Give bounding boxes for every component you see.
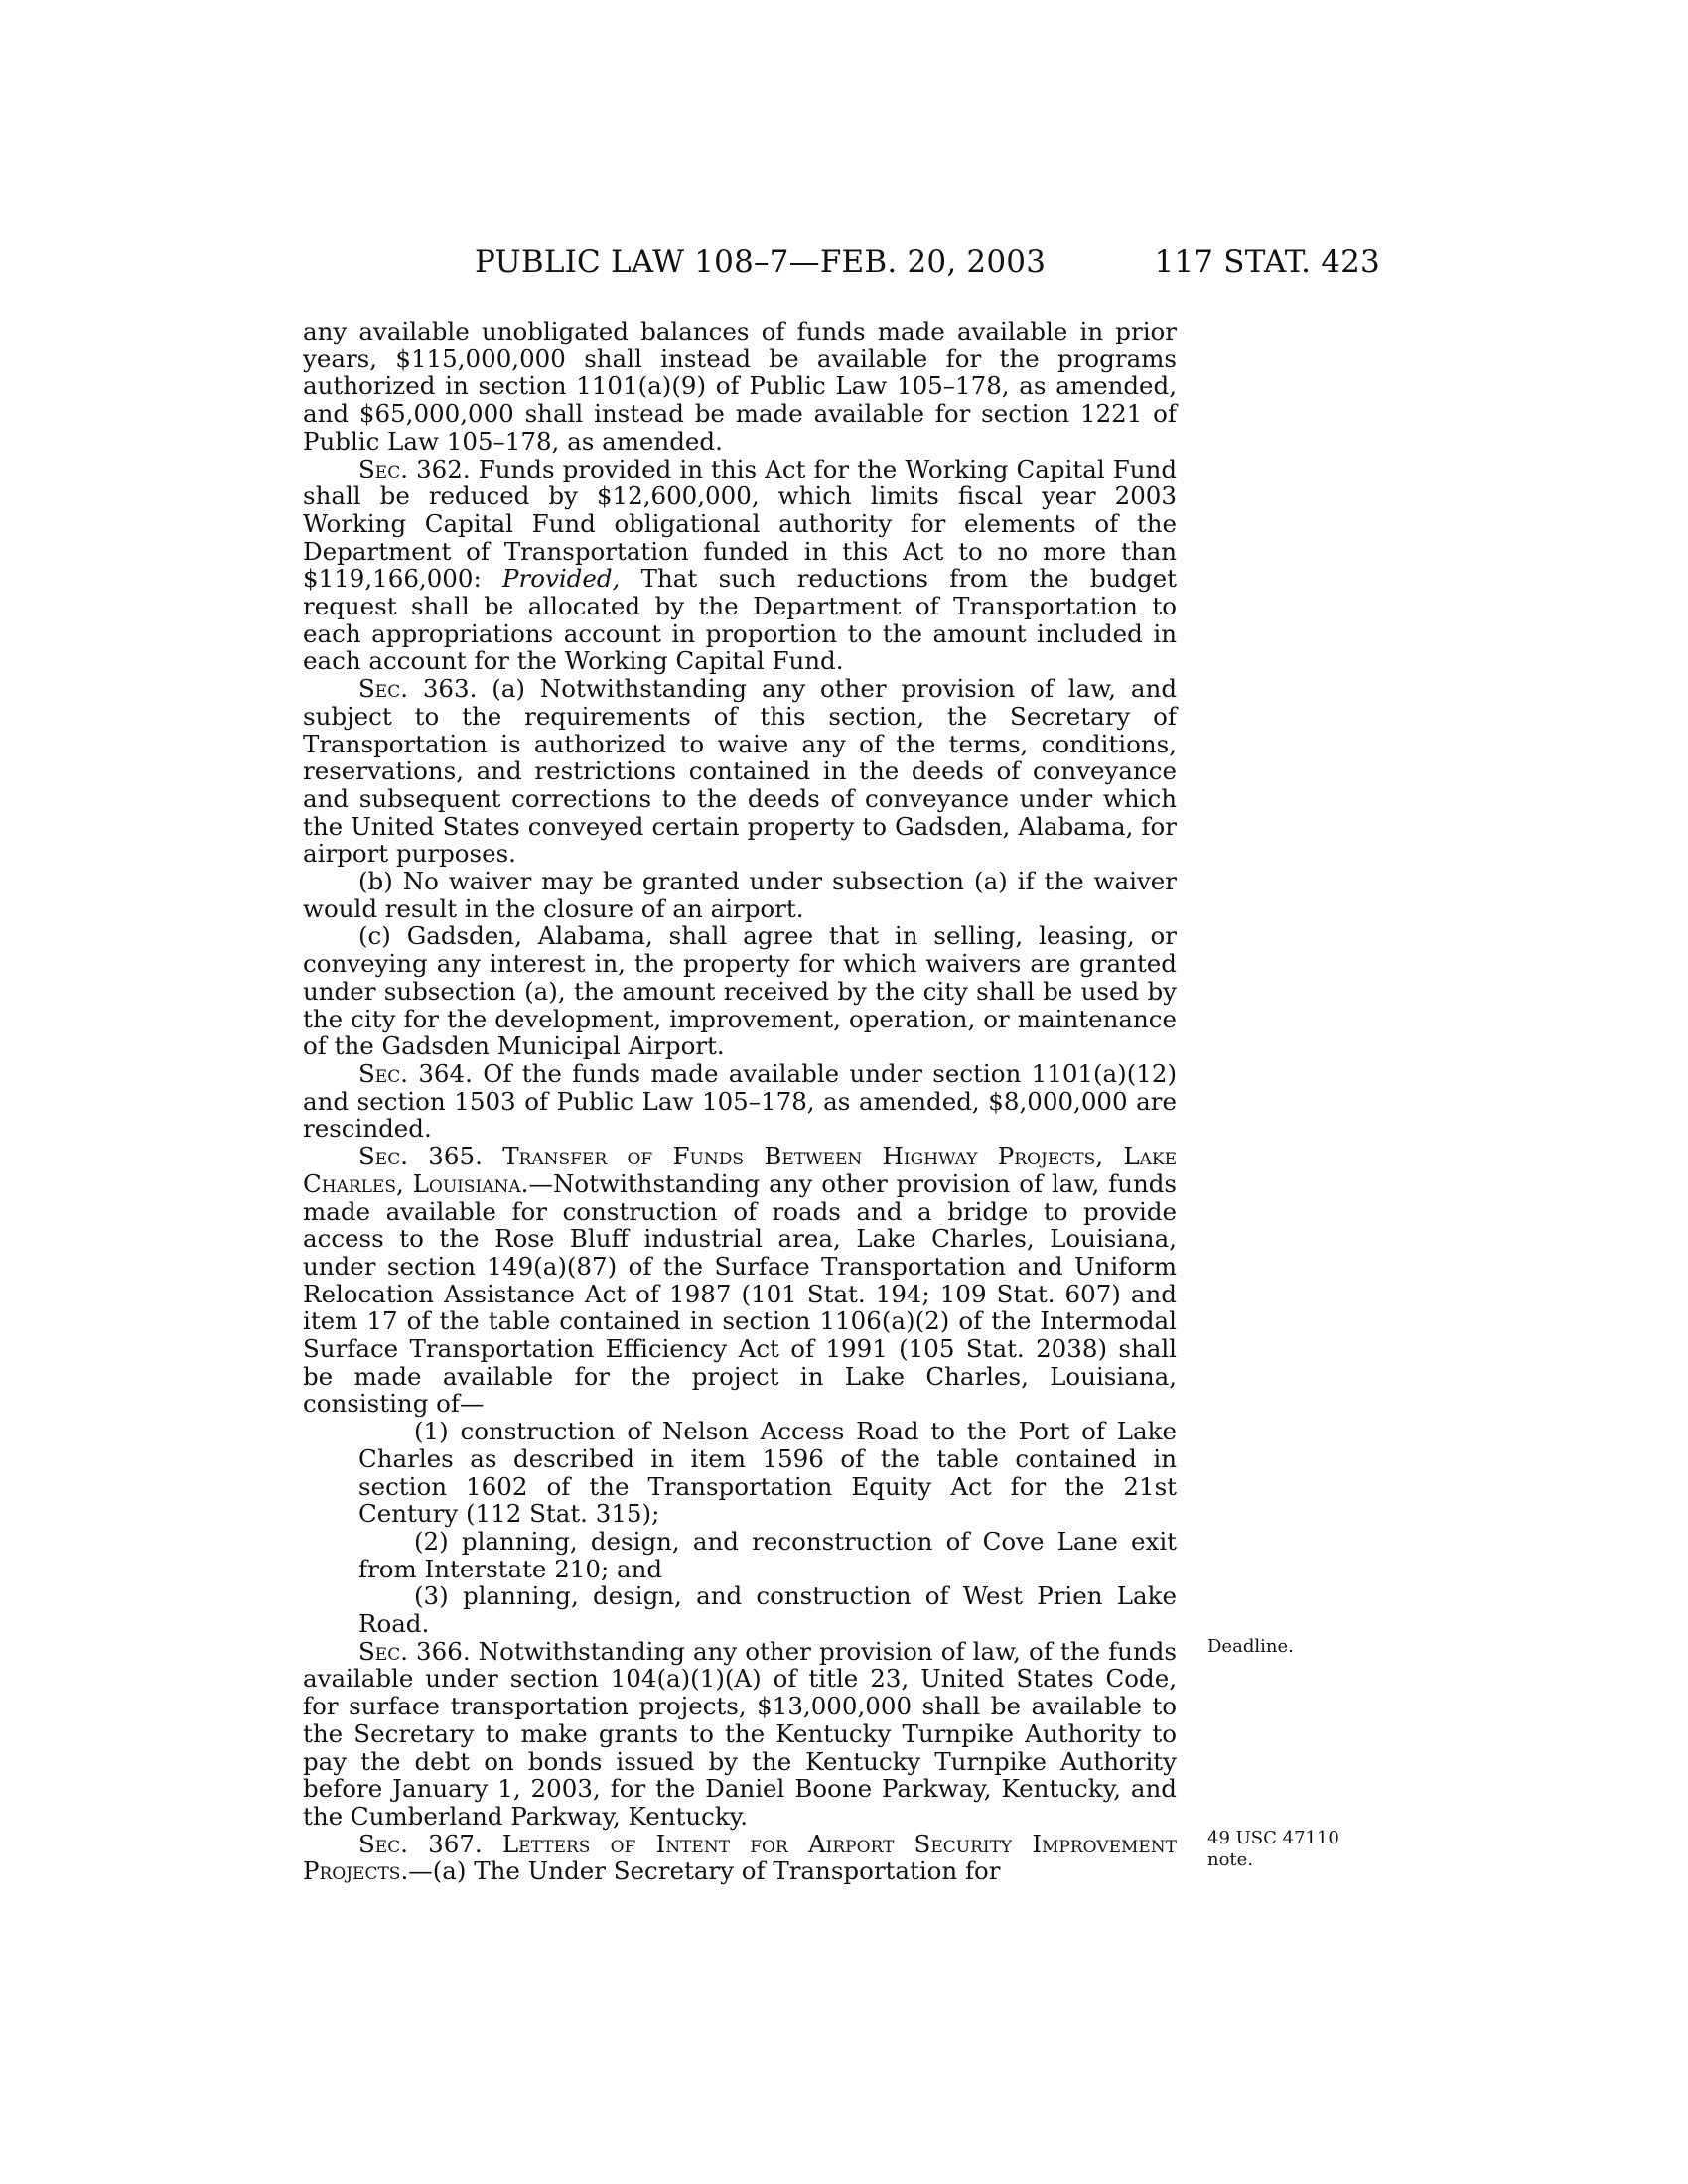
page-number: 117 STAT. 423 xyxy=(1154,244,1380,280)
list-item-1: (1) construction of Nelson Access Road to the Port of Lake Charles as described in item 1596 of the table contained in section 1602 of the Transportation Equity Act for the 21st Century (112 Stat. 315); xyxy=(358,1417,1177,1529)
section-363-b: (b) No waiver may be granted under subsection (a) if the waiver would result in the closure of an airport. xyxy=(303,867,1177,923)
section-heading: Transfer of Funds Between Highway Projects, Lake Charles, Louisiana. xyxy=(303,1142,1178,1198)
provided-emphasis: Provided, xyxy=(502,564,621,594)
section-label: Sec. 365. xyxy=(358,1142,483,1171)
section-label: Sec. 364. xyxy=(358,1058,473,1088)
header-title: PUBLIC LAW 108–7—FEB. 20, 2003 xyxy=(475,244,1047,280)
margin-note-deadline: Deadline. xyxy=(1207,1636,1294,1657)
paragraph-continuation: any available unobligated balances of funds made available in prior years, $115,000,000 shall instead be available for the programs authorized in section 1101(a)(9) of Public Law 105–178, as amended, and $65,000,000 shall instead be made available for section 1221 of Public Law 105–178, as amended. xyxy=(303,317,1177,456)
list-item-2: (2) planning, design, and reconstruction of Cove Lane exit from Interstate 210; and xyxy=(358,1526,1177,1583)
section-367: Sec. 367. Letters of Intent for Airport Security Improvement Projects.—(a) The Under Secretary of Transportation for xyxy=(303,1829,1178,1886)
section-label: Sec. 363. xyxy=(358,674,478,704)
section-label: Sec. 367. xyxy=(358,1829,483,1858)
section-label: Sec. 362. xyxy=(358,454,471,483)
list-item-3: (3) planning, design, and construction of West Prien Lake Road. xyxy=(358,1581,1177,1639)
margin-note-usc xyxy=(1207,1828,1339,1871)
section-label: Sec. 366. xyxy=(358,1636,471,1666)
section-364: Sec. 364. Of the funds made available under section 1101(a)(12) and section 1503 of Public Law 105–178, as amended, $8,000,000 are rescinded. xyxy=(303,1058,1178,1144)
section-heading: Letters of Intent for Airport Security Improvement Projects. xyxy=(303,1829,1178,1886)
section-365: Sec. 365. Transfer of Funds Between Highway Projects, Lake Charles, Louisiana.—Notwithstanding any other provision of law, funds made available for construction of roads and a bridge to provide access to the Rose Bluff industrial area, Lake Charles, Louisiana, under section 149(a)(87) of the Surface Transportation and Uniform Relocation Assistance Act of 1987 (101 Stat. 194; 109 Stat. 607) and item 17 of the table contained in section 1106(a)(2) of the Intermodal Surface Transportation Efficiency Act of 1991 (105 Stat. 2038) shall be made available for the project in Lake Charles, Louisiana, consisting of— xyxy=(303,1142,1178,1419)
section-363-c: (c) Gadsden, Alabama, shall agree that in selling, leasing, or conveying any interest in, the property for which waivers are granted under subsection (a), the amount received by the city shall be used by the city for the development, improvement, operation, or maintenance of the Gadsden Municipal Airport. xyxy=(303,921,1177,1061)
margin-note-usc-line2: note. xyxy=(1207,1849,1254,1870)
section-366: Sec. 366. Notwithstanding any other provision of law, of the funds available under section 104(a)(1)(A) of title 23, United States Code, for surface transportation projects, $13,000,000 shall be available to the Secretary to make grants to the Kentucky Turnpike Authority to pay the debt on bonds issued by the Kentucky Turnpike Authority before January 1, 2003, for the Daniel Boone Parkway, Kentucky, and the Cumberland Parkway, Kentucky. xyxy=(303,1636,1177,1831)
document-body xyxy=(303,318,1177,1885)
section-363-a: Sec. 363. (a) Notwithstanding any other provision of law, and subject to the requirements of this section, the Secretary of Transportation is authorized to waive any of the terms, conditions, reservations, and restrictions contained in the deeds of conveyance and subsequent corrections to the deeds of conveyance under which the United States conveyed certain property to Gadsden, Alabama, for airport purposes. xyxy=(303,674,1178,869)
section-362: Sec. 362. Funds provided in this Act for the Working Capital Fund shall be reduced by $12,600,000, which limits fiscal year 2003 Working Capital Fund obligational authority for elements of the Department of Transportation funded in this Act to no more than $119,166,000: Provided, That such reductions from the budget request shall be allocated by the Department of Transportation to each appropriations account in proportion to the amount included in each account for the Working Capital Fund. xyxy=(303,454,1178,676)
margin-note-usc-line1: 49 USC 47110 xyxy=(1207,1828,1339,1848)
running-header xyxy=(298,244,1380,294)
